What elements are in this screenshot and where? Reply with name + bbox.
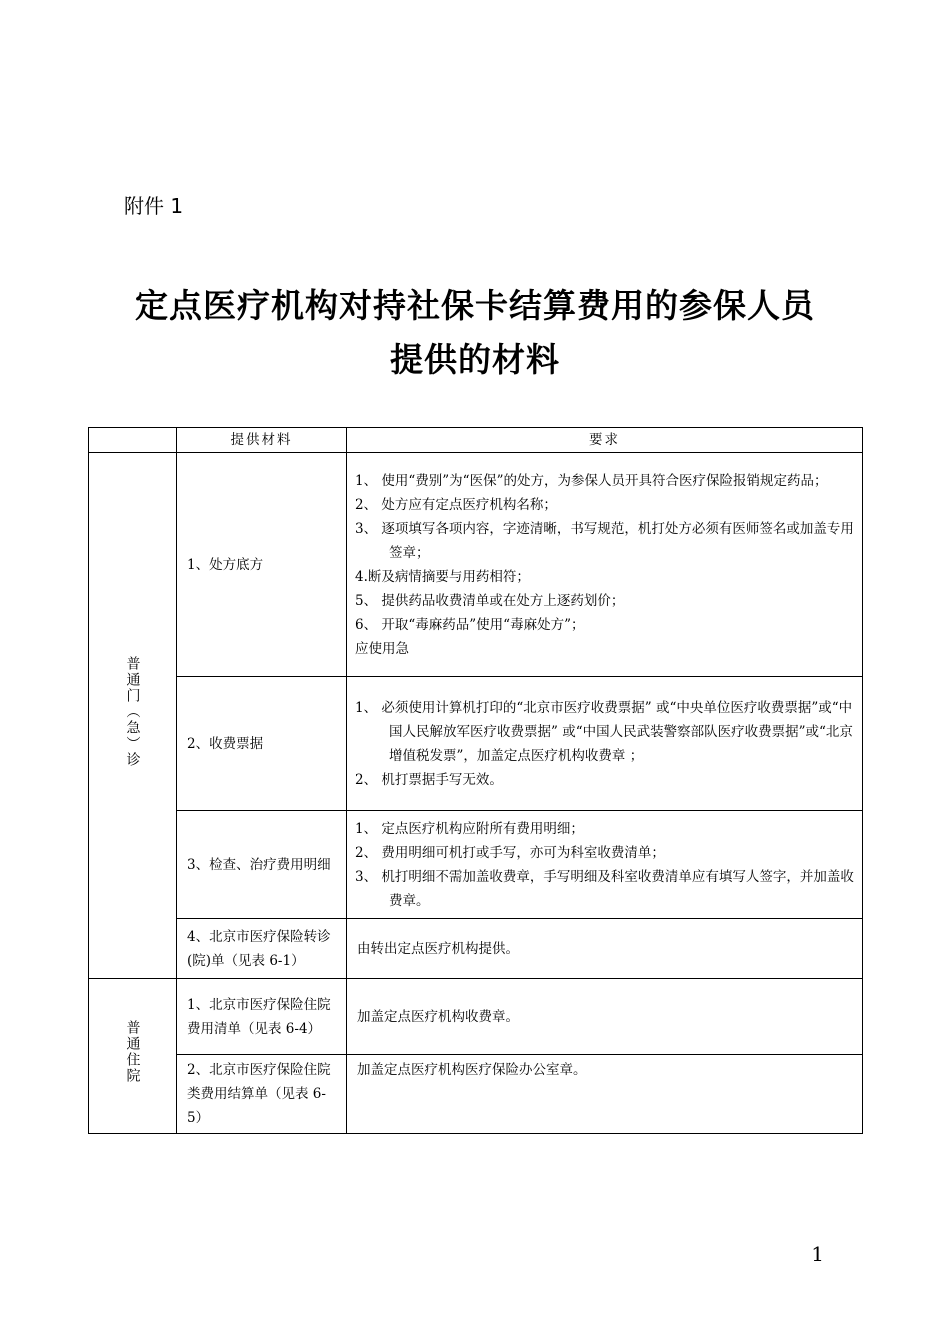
requirement-item: 1、 必须使用计算机打印的“北京市医疗收费票据” 或“中央单位医疗收费票据”或“中国人民解放军医疗收费票据” 或“中国人民武装警察部队医疗收费票据”或“北京增值税发票”，加盖定点医疗机构收费章 ；	[355, 699, 853, 764]
table-row	[89, 453, 863, 677]
requirement-item: 2、 机打票据手写无效。	[355, 771, 503, 788]
material-cell: 2、收费票据	[177, 677, 347, 811]
requirements-cell: 由转出定点医疗机构提供。	[347, 919, 863, 979]
table-row	[89, 919, 863, 979]
header-requirements: 要求	[347, 428, 863, 453]
requirement-item: 3、 机打明细不需加盖收费章，手写明细及科室收费清单应有填写人签字，并加盖收费章。	[355, 868, 854, 909]
category-inpatient	[89, 979, 177, 1134]
requirement-item: 2、 处方应有定点医疗机构名称；	[355, 496, 557, 513]
requirements-cell	[347, 811, 863, 919]
requirement-item: 1、 定点医疗机构应附所有费用明细；	[355, 820, 584, 837]
material-cell: 4、北京市医疗保险转诊(院)单（见表 6-1）	[177, 919, 347, 979]
document-title-line2: 提供的材料	[390, 340, 560, 379]
requirements-cell: 加盖定点医疗机构医疗保险办公室章。	[347, 1055, 863, 1134]
table-row	[89, 979, 863, 1055]
material-cell: 2、北京市医疗保险住院类费用结算单（见表 6-5）	[177, 1055, 347, 1134]
category-label: 普通门（急）诊	[124, 655, 141, 768]
table-row	[89, 677, 863, 811]
requirement-item: 6、 开取“毒麻药品”使用“毒麻处方”；	[355, 616, 585, 633]
requirements-cell	[347, 453, 863, 677]
materials-table	[88, 427, 863, 1134]
requirement-item: 4.断及病情摘要与用药相符；	[355, 568, 530, 585]
table-row	[89, 811, 863, 919]
material-cell: 1、北京市医疗保险住院费用清单（见表 6-4）	[177, 979, 347, 1055]
requirement-item: 2、 费用明细可机打或手写，亦可为科室收费清单；	[355, 844, 665, 861]
page-number: 1	[811, 1242, 824, 1266]
header-blank	[89, 428, 177, 453]
attachment-label: 附件 1	[124, 194, 184, 218]
table-header-row	[89, 428, 863, 453]
document-title-line1: 定点医疗机构对持社保卡结算费用的参保人员	[135, 286, 815, 325]
table-row	[89, 1055, 863, 1134]
requirement-item: 3、 逐项填写各项内容，字迹清晰，书写规范，机打处方必须有医师签名或加盖专用签章；	[355, 520, 854, 561]
category-outpatient	[89, 453, 177, 979]
requirement-item: 应使用急	[355, 640, 409, 657]
requirements-cell	[347, 677, 863, 811]
header-materials: 提供材料	[177, 428, 347, 453]
requirement-item: 5、 提供药品收费清单或在处方上逐药划价；	[355, 592, 625, 609]
requirements-cell: 加盖定点医疗机构收费章。	[347, 979, 863, 1055]
material-cell: 3、检查、治疗费用明细	[177, 811, 347, 919]
category-label: 普通住院	[124, 1020, 141, 1084]
requirement-item: 1、 使用“费别”为“医保”的处方，为参保人员开具符合医疗保险报销规定药品；	[355, 472, 828, 489]
material-cell: 1、处方底方	[177, 453, 347, 677]
